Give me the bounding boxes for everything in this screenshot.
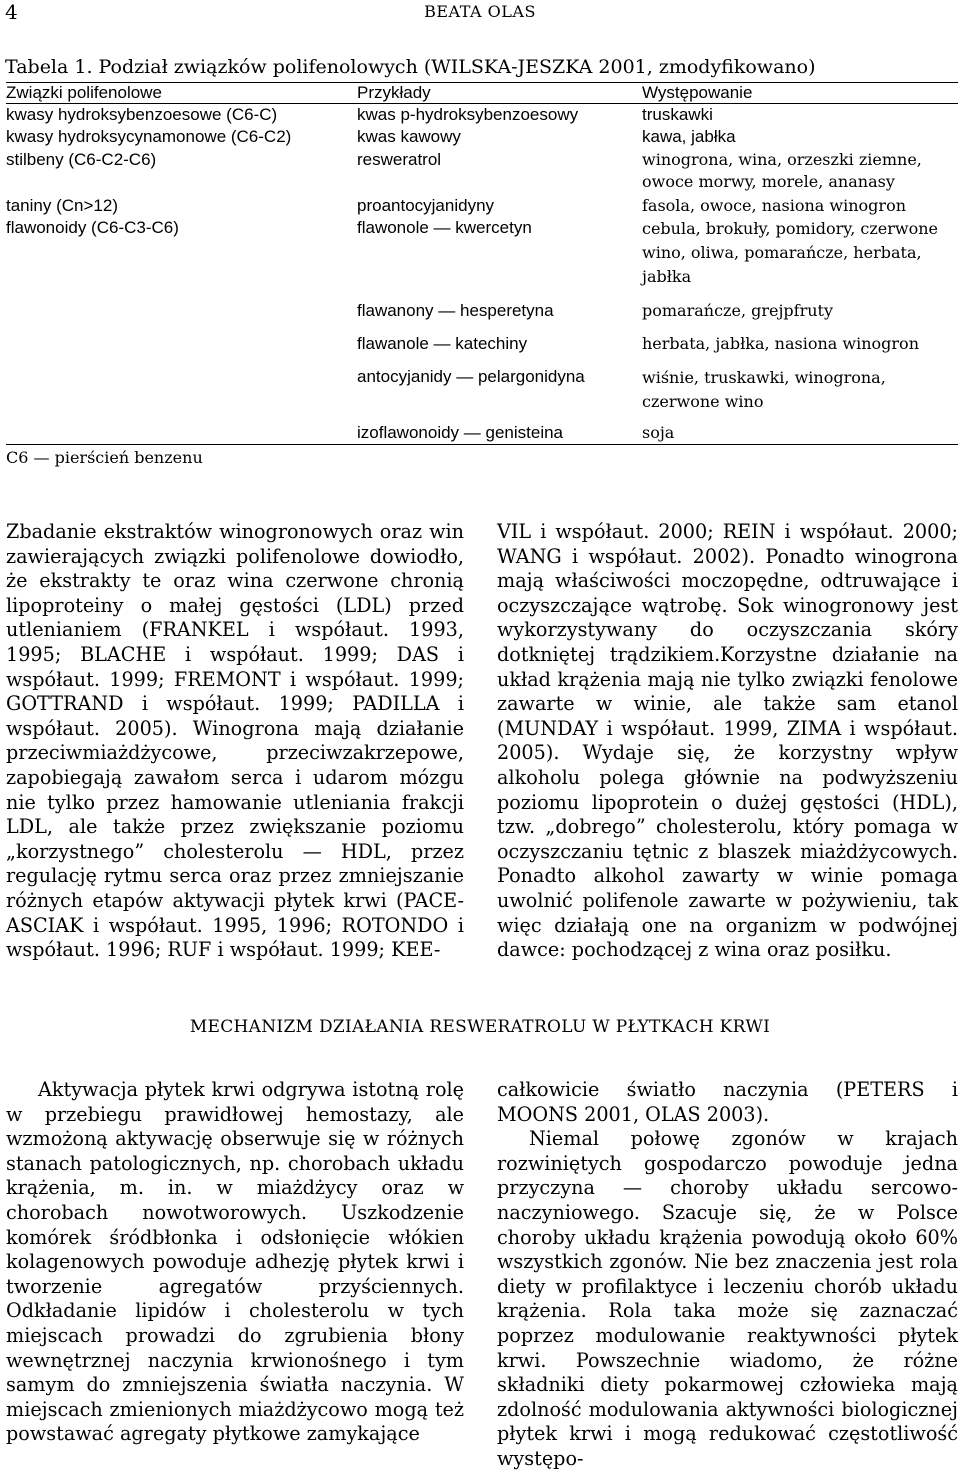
body-column-left-2 — [6, 1078, 464, 1447]
table-row-3-compound: stilbeny (C6-C2-C6) — [6, 150, 157, 169]
table-row-4-compound: taniny (Cn>12) — [6, 196, 118, 215]
table-row-1-compound: kwasy hydroksybenzoesowe (C6-C) — [6, 105, 278, 124]
table-bottom-rule — [6, 444, 958, 445]
table-row-7-occurrence: herbata, jabłka, nasiona winogron — [642, 334, 919, 353]
paragraph: Niemal połowę zgonów w krajach rozwiniętych gospodarczo powoduje jedna przyczyna — choroby układu sercowo-naczyniowego. Szacuje się, że w Polsce choroby układu krążenia powodują około 60% wszystkich zgonów. Nie bez znaczenia jest rola diety w profilaktyce i leczeniu chorób układu krążenia. Rola taka może się zaznaczać poprzez modulowanie reaktywności płytek krwi. Powszechnie wiadomo, że różne składniki diety pokarmowej człowieka mają zdolność modulowania aktywności biologicznej płytek krwi i mogą redukować częstotliwość występo- — [497, 1127, 958, 1470]
table-row-5-occurrence: cebula, brokuły, pomidory, czerwone wino, oliwa, pomarańcze, herbata, jabłka — [642, 219, 938, 286]
body-column-left-1 — [6, 520, 464, 963]
table-row-3-example: resweratrol — [357, 150, 442, 169]
table-row-5-compound: flawonoidy (C6-C3-C6) — [6, 218, 179, 237]
table-row-9-example: izoflawonoidy — genisteina — [357, 423, 564, 442]
table-row-4-occurrence: fasola, owoce, nasiona winogron — [642, 196, 907, 215]
table-row-1-occurrence: truskawki — [642, 105, 713, 124]
polyphenol-table — [6, 82, 958, 472]
table-row-3-occurrence: winogrona, wina, orzeszki ziemne, owoce morwy, morele, ananasy — [642, 150, 922, 191]
table-row-6-example: flawanony — hesperetyna — [357, 301, 554, 320]
table-row-2-example: kwas kawowy — [357, 127, 461, 146]
body-column-right-2 — [497, 1078, 958, 1472]
running-head: BEATA OLAS — [424, 2, 536, 21]
paragraph: Aktywacja płytek krwi odgrywa istotną rolę w przebiegu prawidłowej hemostazy, ale wzmożoną aktywację obserwuje się w różnych stanach patologicznych, np. chorobach układu krążenia, m. in. w miażdżycy oraz w chorobach nowotworowych. Uszkodzenie komórek śródbłonka i odsłonięcie włókien kolagenowych powoduje adhezję płytek krwi i tworzenie agregatów przyściennych. Odkładanie lipidów i cholesterolu w tych miejscach prowadzi do zgrubienia błony wewnętrznej naczynia krwionośnego i tym samym do zmniejszenia światła naczynia. W miejscach zmienionych miażdżycowo mogą też powstawać agregaty płytkowe zamykające — [6, 1078, 464, 1446]
table-row-8-example: antocyjanidy — pelargonidyna — [357, 367, 585, 386]
header-examples: Przykłady — [357, 83, 431, 102]
table-row-8-occurrence: wiśnie, truskawki, winogrona, czerwone wino — [642, 368, 886, 411]
table-row-4-example: proantocyjanidyny — [357, 196, 495, 215]
table-row-5-example: flawonole — kwercetyn — [357, 218, 532, 237]
table-row-7-example: flawanole — katechiny — [357, 334, 528, 353]
paragraph: Zbadanie ekstraktów winogronowych oraz win zawierających związki polifenolowe dowiodło, że ekstrakty te oraz wina czerwone chronią lipoproteiny o małej gęstości (LDL) przed utlenianiem (FRANKEL i współaut. 1993, 1995; BLACHE i współaut. 1999; DAS i współaut. 1999; FREMONT i współaut. 1999; GOTTRAND i współaut. 1999; PADILLA i współaut. 2005). Winogrona mają działanie przeciwmiażdżycowe, przeciwzakrzepowe, zapobiegają zawałom serca i udarom mózgu nie tylko przez hamowanie utleniania frakcji LDL, ale także przez zwiększanie poziomu „korzystnego” cholesterolu — HDL, przez regulację rytmu serca oraz przez zmniejszanie różnych etapów aktywacji płytek krwi (PACE-ASCIAK i współaut. 1995, 1996; ROTONDO i współaut. 1996; RUF i współaut. 1999; KEE- — [6, 520, 464, 962]
table-row-6-occurrence: pomarańcze, grejpfruty — [642, 301, 834, 320]
table-caption: Tabela 1. Podział związków polifenolowych (WILSKA-JESZKA 2001, zmodyfikowano) — [5, 56, 816, 78]
paragraph: VIL i współaut. 2000; REIN i współaut. 2000; WANG i współaut. 2002). Ponadto winogrona mają właściwości moczopędne, odtruwające i oczyszczające wątrobę. Sok winogronowy jest wykorzystywany do oczyszczania skóry dotkniętej trądzikiem.Korzystne działanie na układ krążenia mają nie tylko związki fenolowe zawarte w winie, ale także sam etanol (MUNDAY i współaut. 1999, ZIMA i współaut. 2005). Wydaje się, że korzystny wpływ alkoholu polega głównie na podwyższeniu poziomu lipoprotein o dużej gęstości (HDL), tzw. „dobrego” cholesterolu, który pomaga w oczyszczaniu tętnic z blaszek miażdżycowych. Ponadto alkohol zawarty w winie pomaga uwolnić polifenole zawarte w pożywieniu, tak więc działają one na organizm w podwójnej dawce: pochodzącej z wina oraz posiłku. — [497, 520, 958, 962]
table-footnote: C6 — pierścień benzenu — [6, 448, 203, 467]
page-number: 4 — [5, 0, 18, 24]
header-compounds: Związki polifenolowe — [6, 83, 162, 102]
paragraph: całkowicie światło naczynia (PETERS i MOONS 2001, OLAS 2003). — [497, 1078, 958, 1126]
table-row-1-example: kwas p-hydroksybenzoesowy — [357, 105, 579, 124]
table-row-2-compound: kwasy hydroksycynamonowe (C6-C2) — [6, 127, 292, 146]
section-heading: MECHANIZM DZIAŁANIA RESWERATROLU W PŁYTKACH KRWI — [189, 1017, 771, 1037]
table-row-2-occurrence: kawa, jabłka — [642, 127, 736, 146]
table-row-9-occurrence: soja — [642, 423, 675, 442]
header-occurrence: Występowanie — [642, 83, 753, 102]
body-column-right-1 — [497, 520, 958, 963]
